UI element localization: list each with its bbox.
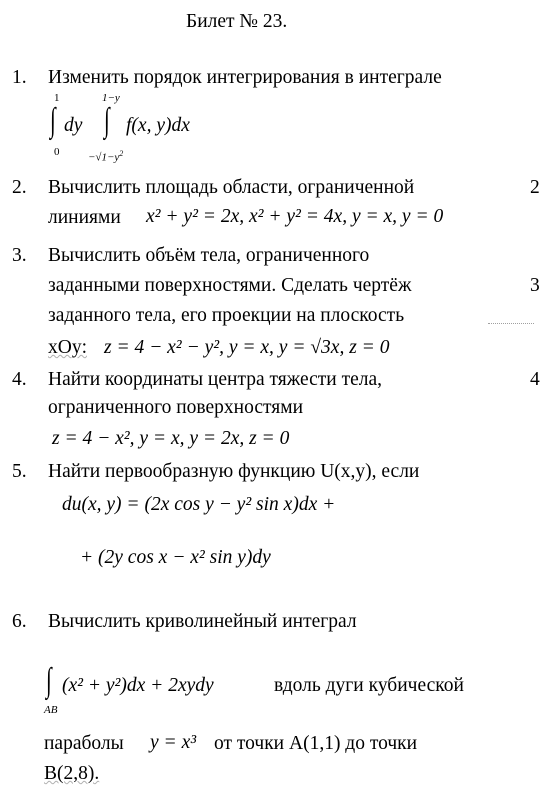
problem-5-text: Найти первообразную функцию U(x,y), если — [48, 461, 420, 482]
outer-lower-limit: 0 — [54, 146, 60, 158]
problem-1-number: 1. — [12, 67, 27, 88]
integral-path-label: AB — [44, 704, 58, 716]
problem-2-text: Вычислить площадь области, ограниченной — [48, 177, 415, 198]
problem-4-text: ограниченного поверхностями — [48, 397, 304, 418]
problem-6-text: B(2,8). — [44, 763, 100, 784]
problem-6-text: от точки A(1,1) до точки — [214, 733, 418, 754]
integral-sign: ∫ — [50, 102, 56, 139]
inner-upper-limit: 1−y — [102, 92, 120, 104]
problem-3-number: 3. — [12, 245, 27, 266]
problem-6-text: вдоль дуги кубической — [274, 675, 464, 696]
problem-6-number: 6. — [12, 611, 27, 632]
problem-6-text: параболы — [44, 733, 124, 754]
outer-upper-limit: 1 — [54, 92, 60, 104]
problem-3-text: Вычислить объём тела, ограниченного — [48, 245, 370, 266]
problem-4-number: 4. — [12, 369, 27, 390]
problem-3-text: заданного тела, его проекции на плоскость — [48, 305, 405, 326]
inner-lower-limit: $-√1-y^2$ — [88, 149, 124, 164]
spellcheck-underline — [488, 320, 534, 324]
problem-3-text: xOy: — [48, 337, 87, 358]
problem-4-text: Найти координаты центра тяжести тела, — [48, 369, 383, 390]
problem-2-text: линиями — [48, 207, 121, 228]
edge-fragment: 3 — [530, 275, 540, 296]
outer-differential: dy — [64, 115, 83, 136]
problem-6-formula: (x² + y²)dx + 2xydy — [62, 675, 214, 696]
problem-2-formula: x² + y² = 2x, x² + y² = 4x, y = x, y = 0 — [146, 206, 444, 227]
integral-sign: ∫ — [104, 102, 110, 139]
problem-4-formula: z = 4 − x², y = x, y = 2x, z = 0 — [52, 428, 290, 449]
problem-3-text: заданными поверхностями. Сделать чертёж — [48, 275, 412, 296]
edge-fragment: 2 — [530, 177, 540, 198]
problem-6-text: Вычислить криволинейный интеграл — [48, 611, 357, 632]
problem-5-formula: + (2y cos x − x² sin y)dy — [80, 547, 271, 568]
problem-1-text: Изменить порядок интегрирования в интеграле — [48, 67, 442, 88]
integral-sign: ∫ — [46, 662, 52, 699]
problem-5-number: 5. — [12, 461, 27, 482]
ticket-title: Билет № 23. — [186, 11, 288, 32]
problem-6-formula: y = x³ — [150, 732, 197, 753]
edge-fragment: 4 — [530, 369, 540, 390]
inner-integrand: f(x, y)dx — [126, 115, 190, 136]
problem-5-formula: du(x, y) = (2x cos y − y² sin x)dx + — [62, 494, 336, 515]
problem-3-formula: z = 4 − x² − y², y = x, y = √3x, z = 0 — [104, 337, 390, 358]
problem-2-number: 2. — [12, 177, 27, 198]
